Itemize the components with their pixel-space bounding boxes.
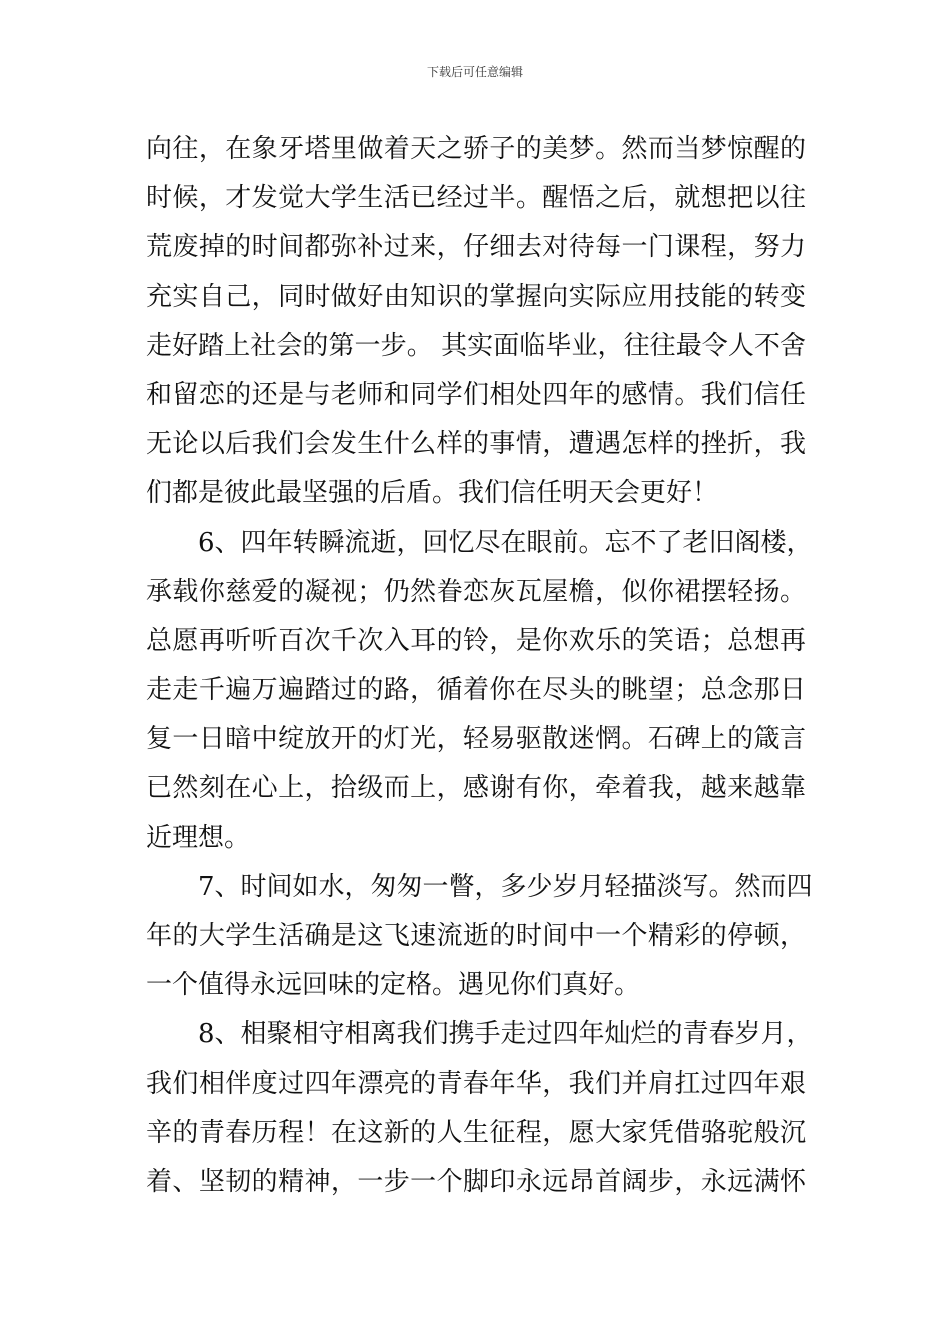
text-line: 已然刻在心上，拾级而上，感谢有你，牵着我，越来越靠 [146, 773, 806, 804]
text-line: 走好踏上社会的第一步。 其实面临毕业，往往最令人不舍 [146, 330, 806, 361]
text-line: 辛的青春历程！在这新的人生征程，愿大家凭借骆驼般沉 [146, 1117, 806, 1148]
text-line: 荒废掉的时间都弥补过来，仔细去对待每一门课程，努力 [146, 232, 806, 263]
text-line: 年的大学生活确是这飞速流逝的时间中一个精彩的停顿， [146, 921, 806, 951]
body-text [146, 125, 813, 1207]
text-line: 复一日暗中绽放开的灯光，轻易驱散迷惘。石碑上的箴言 [146, 724, 806, 755]
text-line: 时候，才发觉大学生活已经过半。醒悟之后，就想把以往 [146, 183, 806, 214]
text-line: 走走千遍万遍踏过的路，循着你在尽头的眺望；总念那日 [146, 675, 806, 706]
text-line: 承载你慈爱的凝视；仍然眷恋灰瓦屋檐，似你裙摆轻扬。 [146, 576, 806, 607]
text-line: 和留恋的还是与老师和同学们相处四年的感情。我们信任 [146, 379, 806, 410]
text-line: 近理想。 [146, 822, 251, 853]
text-line: 向往，在象牙塔里做着天之骄子的美梦。然而当梦惊醒的 [146, 134, 806, 164]
text-line: 7、时间如水，匆匆一瞥，多少岁月轻描淡写。然而四 [198, 871, 813, 902]
text-line: 着、坚韧的精神，一步一个脚印永远昂首阔步，永远满怀 [146, 1166, 806, 1197]
page-header: 下载后可任意编辑 [426, 65, 523, 79]
text-line: 8、相聚相守相离我们携手走过四年灿烂的青春岁月， [198, 1019, 813, 1050]
text-line: 总愿再听听百次千次入耳的铃，是你欢乐的笑语；总想再 [146, 625, 806, 656]
text-line: 无论以后我们会发生什么样的事情，遭遇怎样的挫折，我 [146, 429, 806, 460]
text-line: 我们相伴度过四年漂亮的青春年华，我们并肩扛过四年艰 [146, 1068, 806, 1099]
text-line: 们都是彼此最坚强的后盾。我们信任明天会更好！ [146, 478, 719, 509]
text-line: 充实自己，同时做好由知识的掌握向实际应用技能的转变 [146, 281, 806, 312]
text-line: 一个值得永远回味的定格。遇见你们真好。 [146, 970, 641, 1001]
text-line: 6、四年转瞬流逝，回忆尽在眼前。忘不了老旧阁楼， [198, 527, 813, 558]
